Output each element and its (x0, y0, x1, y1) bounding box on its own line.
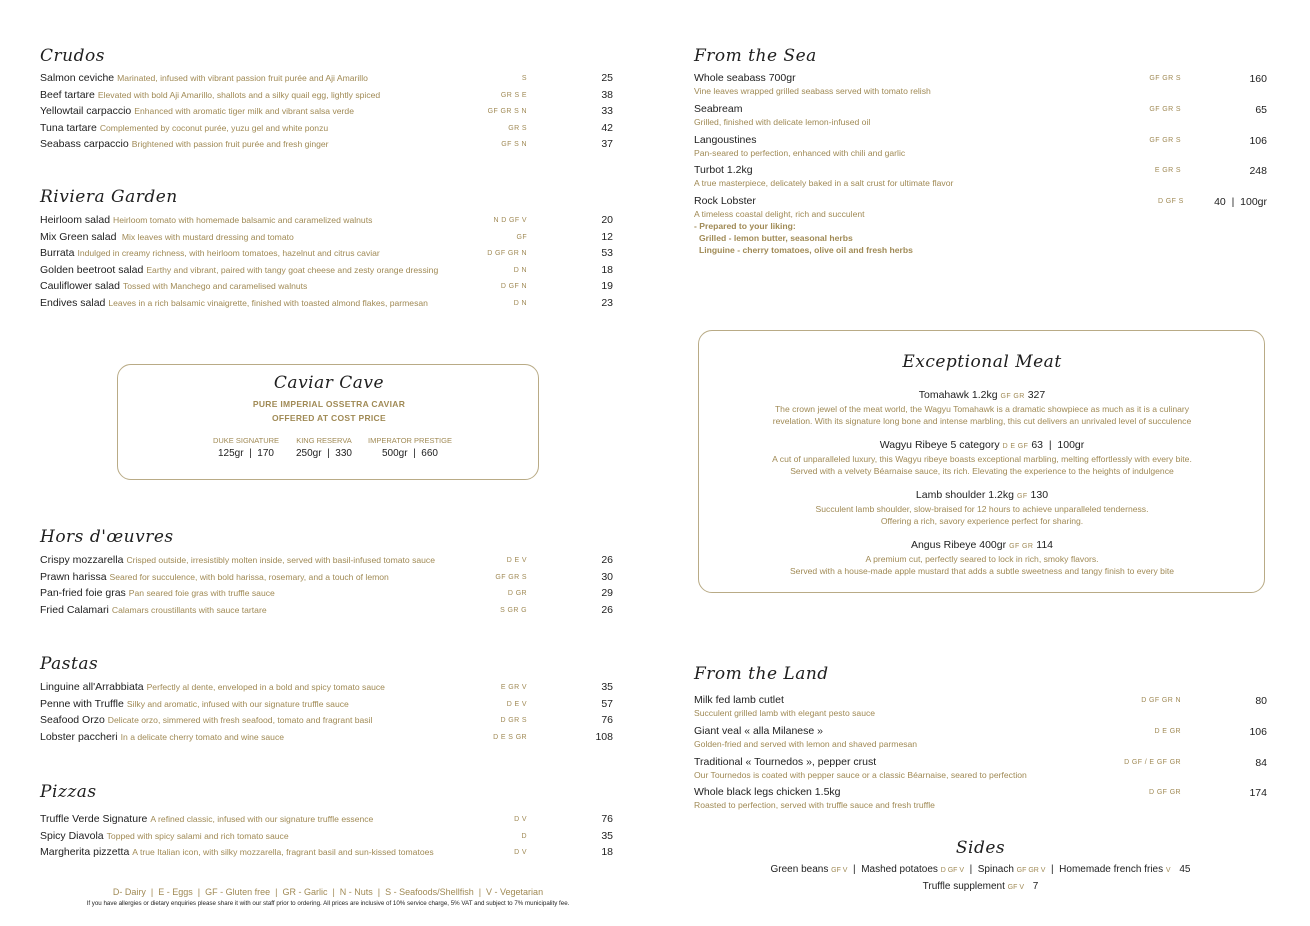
item-description: A true masterpiece, delicately baked in a salt crust for ultimate flavor (694, 178, 954, 189)
item-description: Leaves in a rich balsamic vinaigrette, finished with toasted almond flakes, parmesan (108, 298, 428, 308)
item-allergens: D GF S (1158, 198, 1184, 205)
item-name: Endives salad (40, 297, 106, 309)
meat-heading (699, 535, 1265, 553)
item-price: 327 (1027, 389, 1046, 401)
item-price: 35 (601, 681, 613, 693)
item-price: 106 (1249, 725, 1267, 738)
item-price: 108 (595, 730, 613, 743)
side-allergens: GF GR V (1016, 867, 1046, 874)
meat-box (698, 330, 1265, 593)
item-name: Traditional « Tournedos », pepper crust (694, 755, 877, 768)
caviar-line2: OFFERED AT COST PRICE (272, 413, 386, 423)
item-name: Beef tartare (40, 88, 95, 101)
item-name: Tomahawk 1.2kg (918, 389, 998, 401)
item-price: 18 (601, 846, 613, 859)
item-price: 20 (601, 214, 613, 226)
meat-heading (699, 485, 1265, 503)
item-name: Tuna tartare (40, 121, 97, 134)
item-price: 76 (601, 714, 613, 727)
item-name: Giant veal « alla Milanese » (694, 724, 823, 737)
item-price: 38 (601, 88, 613, 101)
menu-item (40, 571, 613, 587)
item-name: Cauliflower salad (40, 280, 120, 293)
item-name: Seabass carpaccio (40, 138, 129, 151)
item-description: Silky and aromatic, infused with our signature truffle sauce (126, 698, 349, 709)
sides-separator: | (1048, 864, 1060, 875)
item-price: 26 (601, 603, 613, 616)
item-allergens: GF GR (1009, 543, 1034, 550)
lobster-option-grilled: Grilled - lemon butter, seasonal herbs (699, 233, 853, 243)
menu-item (40, 138, 613, 154)
menu-item (40, 731, 613, 747)
item-name: Whole black legs chicken 1.5kg (694, 786, 841, 799)
item-name: Lamb shoulder 1.2kg (915, 489, 1014, 501)
lobster-item (694, 195, 1267, 256)
item-description: Pan-seared to perfection, enhanced with chili and garlic (694, 147, 906, 158)
item-allergens: D GF N (500, 283, 527, 291)
menu-item (40, 247, 613, 263)
item-description: Grilled, finished with delicate lemon-infused oil (694, 116, 871, 127)
item-allergens: GF GR S N (487, 108, 527, 116)
item-description: Seared for succulence, with bold harissa, rosemary, and a touch of lemon (109, 571, 389, 582)
sides-price: 7 (1032, 881, 1039, 892)
item-price: 57 (601, 697, 613, 710)
item-allergens: E GR S (1154, 167, 1181, 175)
item-allergens: D E GF (1002, 443, 1029, 450)
menu-item (694, 725, 1267, 750)
menu-item (40, 231, 613, 247)
caviar-option-value: 250gr | 330 (296, 448, 352, 459)
item-allergens: D V (514, 849, 527, 857)
menu-item (40, 89, 613, 105)
menu-item (694, 164, 1267, 189)
menu-item (694, 756, 1267, 781)
side-mashed-potatoes: Mashed potatoes (861, 864, 938, 875)
item-description: Marinated, infused with vibrant passion fruit purée and Aji Amarillo (117, 73, 368, 83)
item-name: Mix Green salad (40, 230, 117, 243)
item-name: Seafood Orzo (40, 714, 105, 727)
item-description: A timeless coastal delight, rich and succulent (694, 209, 865, 219)
item-allergens: D GF / E GF GR (1124, 758, 1181, 766)
menu-item (40, 214, 613, 230)
item-allergens: D E V (506, 700, 527, 708)
sides-line-1 (694, 864, 1267, 875)
caviar-line1: PURE IMPERIAL OSSETRA CAVIAR (252, 399, 406, 409)
item-price: 25 (601, 72, 613, 84)
item-description: Indulged in creamy richness, with heirloom tomatoes, hazelnut and citrus caviar (77, 248, 380, 259)
sides-separator: | (966, 864, 978, 875)
item-name: Golden beetroot salad (40, 263, 144, 276)
caviar-option-value: 125gr | 170 (218, 448, 274, 459)
caviar-title: Caviar Cave (273, 373, 385, 393)
caviar-option-label: KING RESERVA (296, 436, 352, 445)
item-price: 23 (601, 297, 613, 309)
item-price: 84 (1255, 756, 1267, 769)
item-price: 160 (1249, 73, 1267, 85)
pizzas-title: Pizzas (40, 782, 97, 802)
item-name: Lobster paccheri (40, 730, 118, 743)
item-allergens: GF GR S (495, 573, 527, 581)
item-price: 76 (601, 813, 613, 825)
item-name: Pan-fried foie gras (40, 587, 126, 600)
item-allergens: D N (513, 300, 527, 307)
item-description: Tossed with Manchego and caramelised walnuts (122, 281, 308, 292)
item-price: 174 (1249, 787, 1267, 800)
item-name: Turbot 1.2kg (694, 164, 753, 177)
side-allergens: GF V (1007, 884, 1025, 891)
menu-item (40, 280, 613, 296)
item-allergens: D E S GR (493, 733, 527, 741)
menu-item (40, 604, 613, 620)
item-description: Succulent lamb shoulder, slow-braised for 12 hours to achieve unparalleled tenderness. (815, 504, 1149, 514)
lobster-prepared: - Prepared to your liking: (694, 221, 796, 231)
side-spinach: Spinach (977, 864, 1014, 875)
pastas-title: Pastas (40, 654, 99, 674)
item-price: 114 (1036, 539, 1054, 551)
item-name: Wagyu Ribeye 5 category (879, 439, 1000, 451)
menu-item (40, 105, 613, 121)
menu-item (40, 813, 613, 829)
sides-separator: | (850, 864, 862, 875)
item-allergens: D GF GR N (487, 250, 527, 258)
sides-title: Sides (955, 838, 1006, 858)
item-price: 42 (601, 121, 613, 134)
item-price: 40 | 100gr (1214, 196, 1267, 208)
side-green-beans: Green beans (770, 864, 829, 875)
item-price: 63 | 100gr (1031, 439, 1085, 451)
item-name: Margherita pizzetta (40, 846, 130, 859)
item-description: Perfectly al dente, enveloped in a bold and spicy tomato sauce (146, 682, 385, 692)
item-description: Elevated with bold Aji Amarillo, shallots and a silky quail egg, lightly spiced (97, 89, 381, 100)
item-allergens: GF GR S (1149, 136, 1181, 144)
meat-item (699, 485, 1265, 527)
sea-title: From the Sea (694, 46, 817, 66)
caviar-option-value: 500gr | 660 (382, 448, 438, 459)
menu-item (694, 134, 1267, 159)
item-allergens: D N (513, 266, 527, 274)
menu-item (40, 698, 613, 714)
item-description: A premium cut, perfectly seared to lock in rich, smoky flavors. (865, 554, 1099, 564)
item-price: 12 (601, 230, 613, 243)
menu-item (40, 587, 613, 603)
item-price: 26 (601, 554, 613, 566)
item-name: Whole seabass 700gr (694, 72, 796, 84)
item-name: Fried Calamari (40, 603, 109, 616)
item-name: Prawn harissa (40, 570, 107, 583)
caviar-box (117, 364, 539, 480)
item-allergens: GF GR S (1149, 75, 1181, 82)
item-allergens: GR S E (500, 91, 527, 99)
item-description: Brightened with passion fruit purée and fresh ginger (131, 139, 329, 150)
item-price: 35 (601, 829, 613, 842)
item-price: 33 (601, 105, 613, 118)
item-price: 37 (601, 138, 613, 151)
caviar-option-king (286, 436, 362, 459)
allergen-legend: D- Dairy | E - Eggs | GF - Gluten free | GR - Garlic | N - Nuts | S - Seafoods/Shellfish | V - Vegetarian (112, 887, 544, 897)
item-name: Heirloom salad (40, 214, 111, 226)
item-name: Spicy Diavola (40, 829, 104, 842)
item-allergens: GF S N (501, 141, 527, 149)
item-description: Succulent grilled lamb with elegant pesto sauce (694, 708, 876, 718)
item-name: Rock Lobster (694, 195, 756, 207)
menu-item (40, 72, 613, 88)
menu-item (40, 297, 613, 313)
item-description: A cut of unparalleled luxury, this Wagyu ribeye boasts exceptional marbling, melting effortlessly with every bite. (772, 454, 1192, 464)
caviar-option-imperator (364, 436, 456, 459)
item-allergens: GF GR S (1149, 105, 1181, 113)
menu-item (694, 72, 1267, 97)
item-description: Earthy and vibrant, paired with tangy goat cheese and zesty orange dressing (146, 264, 439, 275)
item-price: 30 (601, 570, 613, 583)
item-description: Our Tournedos is coated with pepper sauce or a classic Béarnaise, seared to perfection (694, 769, 1027, 780)
caviar-option-label: DUKE SIGNATURE (212, 436, 280, 445)
item-description: Delicate orzo, simmered with fresh seafood, tomato and fragrant basil (107, 715, 373, 726)
menu-item (40, 122, 613, 138)
menu-item (694, 103, 1267, 128)
item-price: 106 (1249, 134, 1267, 147)
side-allergens: V (1165, 867, 1171, 874)
item-allergens: GR S (508, 124, 527, 132)
item-name: Seabream (694, 102, 743, 115)
item-name: Salmon ceviche (40, 72, 115, 84)
item-allergens: N D GF V (493, 217, 527, 224)
item-description: revelation. With its signature long bone and intense marbling, this cut delivers an unrivaled level of succulence (772, 416, 1192, 426)
item-name: Milk fed lamb cutlet (694, 694, 784, 706)
item-name: Angus Ribeye 400gr (910, 539, 1007, 551)
caviar-option-label: IMPERATOR PRESTIGE (368, 436, 452, 445)
item-allergens: GF GR (1000, 393, 1025, 400)
item-allergens: E GR V (500, 684, 527, 691)
item-allergens: D GR (507, 590, 527, 598)
crudos-title: Crudos (40, 46, 105, 66)
item-description: Heirloom tomato with homemade balsamic and caramelized walnuts (113, 215, 373, 225)
item-description: The crown jewel of the meat world, the Wagyu Tomahawk is a dramatic showpiece as much as it is a culinary (774, 404, 1190, 414)
item-price: 19 (601, 280, 613, 293)
item-description: Crisped outside, irresistibly molten inside, served with basil-infused tomato sauce (126, 555, 435, 565)
meat-heading (699, 385, 1265, 403)
item-description: Served with a house-made apple mustard that adds a subtle sweetness and tangy finish to every bite (789, 566, 1175, 576)
item-description: A true Italian icon, with silky mozzarella, fragrant basil and sun-kissed tomatoes (132, 847, 434, 858)
item-name: Burrata (40, 247, 75, 260)
item-allergens: D GR S (500, 717, 527, 725)
item-description: In a delicate cherry tomato and wine sauce (120, 731, 285, 742)
disclaimer: If you have allergies or dietary enquiries please share it with our staff prior to ordering. All prices are inclusive of 10% service charge, 5% VAT and subject to 7% municipality fee. (86, 900, 570, 907)
item-name: Truffle Verde Signature (40, 813, 148, 825)
menu-item (40, 714, 613, 730)
menu-item (40, 681, 613, 697)
riviera-title: Riviera Garden (40, 187, 178, 207)
meat-item (699, 385, 1265, 427)
item-price: 53 (601, 247, 613, 260)
item-name: Langoustines (694, 133, 757, 146)
side-allergens: D GF V (940, 867, 965, 874)
item-name: Penne with Truffle (40, 697, 124, 710)
item-allergens: D (521, 832, 527, 840)
item-name: Linguine all'Arrabbiata (40, 681, 144, 693)
side-truffle-supplement: Truffle supplement (922, 881, 1005, 892)
item-allergens: GF (1017, 493, 1028, 500)
meat-heading (699, 435, 1265, 453)
item-price: 18 (601, 263, 613, 276)
menu-item (40, 264, 613, 280)
menu-item (40, 554, 613, 570)
side-allergens: GF V (831, 867, 848, 874)
item-description: Mix leaves with mustard dressing and tomato (119, 231, 294, 242)
sides-price: 45 (1179, 864, 1191, 875)
item-price: 29 (601, 587, 613, 600)
caviar-option-duke (206, 436, 286, 459)
item-name: Crispy mozzarella (40, 554, 124, 566)
menu-item (694, 786, 1267, 811)
item-name: Yellowtail carpaccio (40, 105, 132, 118)
item-allergens: D GF GR (1149, 789, 1181, 797)
hors-title: Hors d'œuvres (40, 527, 174, 547)
item-price: 80 (1255, 695, 1267, 707)
item-description: Offering a rich, savory experience perfect for sharing. (880, 516, 1084, 526)
item-description: Calamars croustillants with sauce tartare (111, 604, 267, 615)
item-description: Pan seared foie gras with truffle sauce (128, 588, 275, 599)
item-price: 130 (1030, 489, 1049, 501)
item-allergens: D E GR (1154, 727, 1181, 735)
item-description: Golden-fried and served with lemon and shaved parmesan (694, 738, 918, 749)
meat-item (699, 435, 1265, 477)
item-description: Complemented by coconut purée, yuzu gel and white ponzu (99, 122, 329, 133)
item-description: A refined classic, infused with our signature truffle essence (150, 814, 374, 824)
item-price: 65 (1255, 103, 1267, 116)
item-description: Topped with spicy salami and rich tomato sauce (106, 830, 289, 841)
meat-item (699, 535, 1265, 577)
menu-item (694, 694, 1267, 719)
item-price: 248 (1249, 165, 1267, 178)
item-description: Enhanced with aromatic tiger milk and vibrant salsa verde (134, 106, 354, 117)
item-description: Vine leaves wrapped grilled seabass served with tomato relish (694, 86, 931, 96)
item-allergens: S GR G (500, 606, 527, 614)
land-title: From the Land (694, 664, 829, 684)
menu-item (40, 830, 613, 846)
item-description: Served with a velvety Béarnaise sauce, its rich. Elevating the experience to the heights of indulgence (790, 466, 1174, 476)
item-description: Roasted to perfection, served with truffle sauce and fresh truffle (694, 800, 935, 811)
item-allergens: D V (514, 816, 527, 823)
lobster-option-linguine: Linguine - cherry tomatoes, olive oil and fresh herbs (699, 245, 913, 255)
meat-title: Exceptional Meat (902, 352, 1062, 372)
sides-line-2 (694, 881, 1267, 892)
item-allergens: GF (516, 233, 527, 241)
menu-item (40, 846, 613, 862)
item-allergens: D GF GR N (1141, 697, 1181, 704)
item-allergens: S (521, 75, 527, 82)
side-french-fries: Homemade french fries (1059, 864, 1164, 875)
item-allergens: D E V (506, 557, 527, 564)
